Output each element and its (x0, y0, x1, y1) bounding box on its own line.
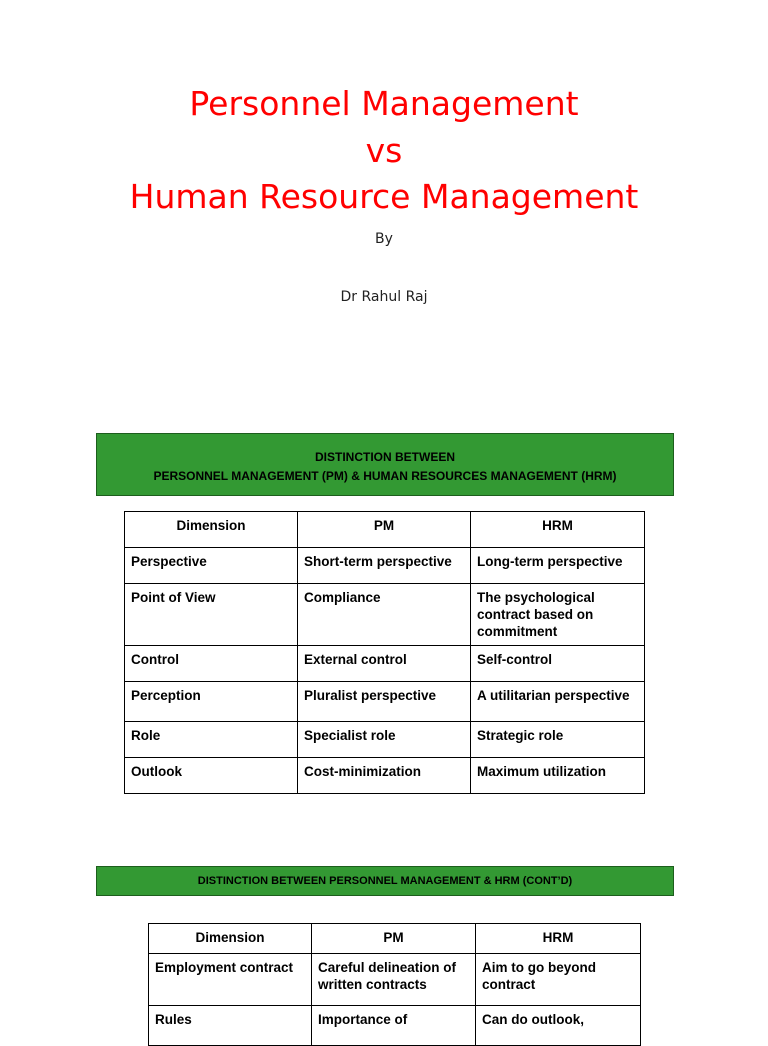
section1-banner-line1: DISTINCTION BETWEEN (315, 450, 455, 464)
title-line-2: vs (365, 131, 403, 170)
table-cell: External control (298, 646, 471, 682)
table-cell: Cost-minimization (298, 758, 471, 794)
table-header-row (149, 924, 641, 954)
header-cell: HRM (471, 512, 645, 548)
table-cell: Importance of (312, 1006, 476, 1046)
table-row (149, 1006, 641, 1046)
header-cell: Dimension (149, 924, 312, 954)
table-row (125, 548, 645, 584)
table-cell: Can do outlook, (476, 1006, 641, 1046)
table-cell: Long-term perspective (471, 548, 645, 584)
comparison-table-1 (124, 511, 645, 794)
header-cell: PM (298, 512, 471, 548)
header-cell: HRM (476, 924, 641, 954)
table-cell: Strategic role (471, 722, 645, 758)
table-row (125, 646, 645, 682)
table-cell: Outlook (125, 758, 298, 794)
table-cell: Specialist role (298, 722, 471, 758)
table-cell: Aim to go beyond contract (476, 954, 641, 1006)
section1-banner (96, 433, 674, 496)
table-cell: Role (125, 722, 298, 758)
table-cell: Perspective (125, 548, 298, 584)
table-cell: Short-term perspective (298, 548, 471, 584)
table-cell: Rules (149, 1006, 312, 1046)
table-cell: Compliance (298, 584, 471, 646)
table-row (125, 722, 645, 758)
table-cell: Careful delineation of written contracts (312, 954, 476, 1006)
author-name: Dr Rahul Raj (340, 289, 428, 305)
table-row (125, 758, 645, 794)
header-cell: PM (312, 924, 476, 954)
table-cell: Pluralist perspective (298, 682, 471, 722)
header-cell: Dimension (125, 512, 298, 548)
table-cell: Perception (125, 682, 298, 722)
table-cell: A utilitarian perspective (471, 682, 645, 722)
title-line-1: Personnel Management (189, 84, 579, 123)
table-row (149, 954, 641, 1006)
table-cell: Self-control (471, 646, 645, 682)
table-cell: Maximum utilization (471, 758, 645, 794)
table-row (125, 584, 645, 646)
section1-banner-line2: PERSONNEL MANAGEMENT (PM) & HUMAN RESOURCES MANAGEMENT (HRM) (153, 469, 617, 483)
by-label: By (375, 231, 393, 247)
table-header-row (125, 512, 645, 548)
section2-banner: DISTINCTION BETWEEN PERSONNEL MANAGEMENT & HRM (CONT’D) (96, 866, 674, 896)
table-cell: Employment contract (149, 954, 312, 1006)
table-row (125, 682, 645, 722)
title-line-3: Human Resource Management (129, 177, 639, 216)
table-cell: Control (125, 646, 298, 682)
table-cell: Point of View (125, 584, 298, 646)
comparison-table-2 (148, 923, 641, 1046)
table-cell: The psychological contract based on commitment (471, 584, 645, 646)
